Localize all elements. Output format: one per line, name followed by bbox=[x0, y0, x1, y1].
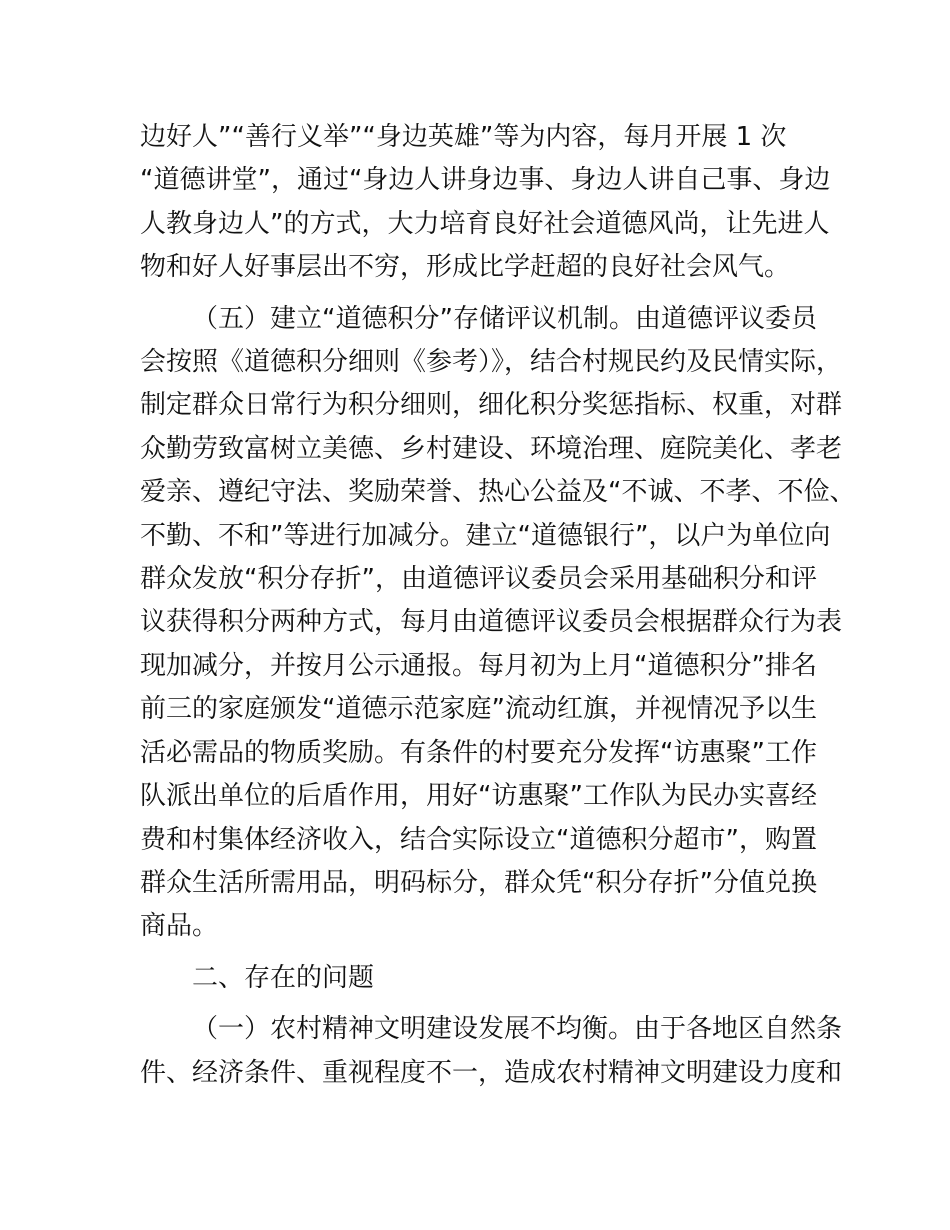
text-line: 商品。 bbox=[140, 911, 219, 942]
text-line: 众勤劳致富树立美德、乡村建设、环境治理、庭院美化、孝老 bbox=[140, 433, 843, 464]
text-line: 件、经济条件、重视程度不一，造成农村精神文明建设力度和 bbox=[140, 1057, 843, 1088]
text-line: 群众发放“积分存折”，由道德评议委员会采用基础积分和评 bbox=[140, 564, 817, 595]
text-line: 现加减分，并按月公示通报。每月初为上月“道德积分”排名 bbox=[140, 650, 817, 681]
text-line: 不勤、不和”等进行加减分。建立“道德银行”，以户为单位向 bbox=[140, 520, 831, 551]
text-line: 群众生活所需用品，明码标分，群众凭“积分存折”分值兑换 bbox=[140, 867, 817, 898]
text-line: 前三的家庭颁发“道德示范家庭”流动红旗，并视情况予以生 bbox=[140, 694, 817, 725]
text-line: 议获得积分两种方式，每月由道德评议委员会根据群众行为表 bbox=[140, 607, 843, 638]
paragraph-heading-line: （五）建立“道德积分”存储评议机制。由道德评议委员 bbox=[192, 303, 817, 334]
document-body bbox=[140, 116, 856, 1095]
text-line: 队派出单位的后盾作用，用好“访惠聚”工作队为民办实喜经 bbox=[140, 781, 817, 812]
text-line: 会按照《道德积分细则《参考）》，结合村规民约及民情实际， bbox=[140, 347, 843, 378]
section-heading: 二、存在的问题 bbox=[192, 962, 375, 993]
text-line: 物和好人好事层出不穷，形成比学赶超的良好社会风气。 bbox=[140, 252, 791, 283]
text-line: 边好人”“善行义举”“身边英雄”等为内容，每月开展 1 次 bbox=[140, 122, 787, 152]
text-line: 制定群众日常行为积分细则，细化积分奖惩指标、权重，对群 bbox=[140, 390, 843, 421]
text-line: 费和村集体经济收入，结合实际设立“道德积分超市”，购置 bbox=[140, 824, 817, 855]
text-line: “道德讲堂”，通过“身边人讲身边事、身边人讲自己事、身边 bbox=[140, 165, 831, 196]
text-line: 爱亲、遵纪守法、奖励荣誉、热心公益及“不诚、不孝、不俭、 bbox=[140, 477, 856, 508]
text-line: 活必需品的物质奖励。有条件的村要充分发挥“访惠聚”工作 bbox=[140, 737, 817, 768]
text-line: 人教身边人”的方式，大力培育良好社会道德风尚，让先进人 bbox=[140, 208, 830, 239]
paragraph-heading-line: （一）农村精神文明建设发展不均衡。由于各地区自然条 bbox=[192, 1014, 843, 1045]
